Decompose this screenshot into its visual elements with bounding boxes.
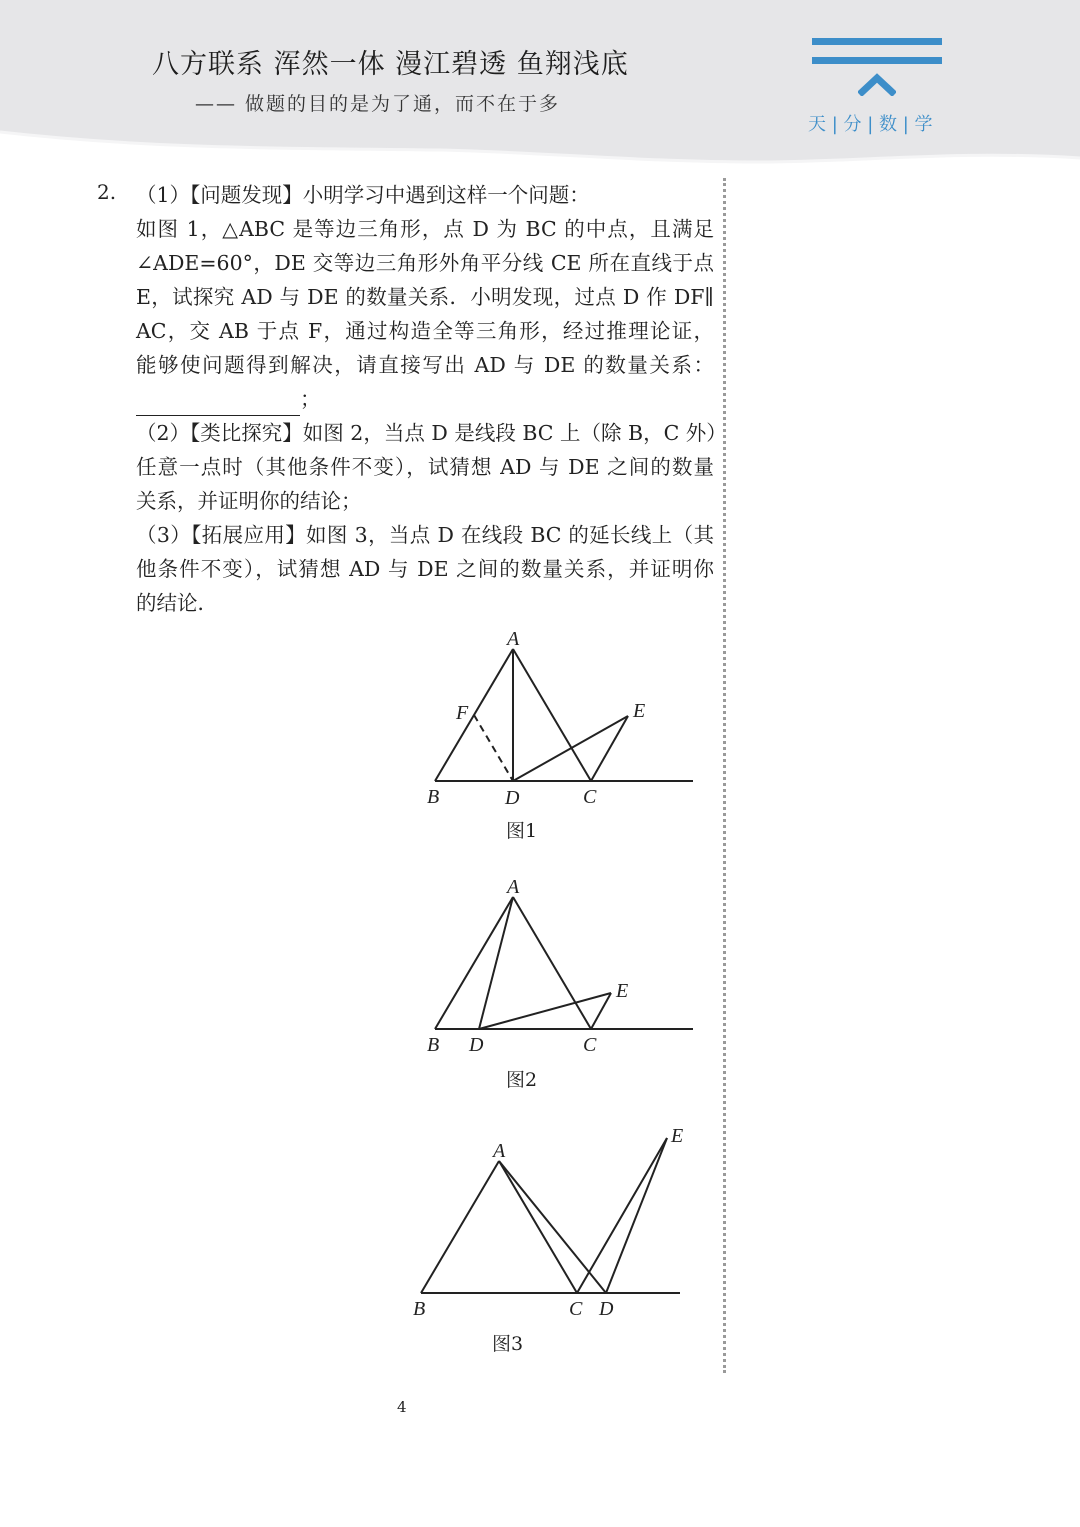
fig1-label-c: C <box>583 786 597 808</box>
fig3-line-ce <box>577 1138 667 1293</box>
figure-1-caption: 图1 <box>506 820 538 842</box>
fig2-label-a: A <box>507 876 520 898</box>
question-line: 他条件不变），试猜想 AD 与 DE 之间的数量关系，并证明你 <box>136 557 714 581</box>
question-line: ∠ADE=60°，DE 交等边三角形外角平分线 CE 所在直线于点 <box>136 251 714 275</box>
fig2-label-d: D <box>469 1034 484 1056</box>
fig3-line-ad <box>499 1161 606 1293</box>
fig3-label-b: B <box>413 1298 426 1320</box>
fig1-label-f: F <box>456 702 469 724</box>
question-line: （2）【类比探究】如图 2，当点 D 是线段 BC 上（除 B，C 外） <box>136 421 727 445</box>
figure-3-caption: 图3 <box>492 1333 524 1355</box>
fig2-label-e: E <box>616 980 629 1002</box>
fig2-label-c: C <box>583 1034 597 1056</box>
question-line: 任意一点时（其他条件不变），试猜想 AD 与 DE 之间的数量 <box>136 455 714 479</box>
answer-blank-semicolon: ； <box>300 387 321 411</box>
fig3-label-c: C <box>569 1298 583 1320</box>
question-line: 关系，并证明你的结论； <box>136 489 362 513</box>
question-line: 的结论． <box>136 591 218 615</box>
logo-text: 天 | 分 | 数 | 学 <box>808 114 933 135</box>
header-motto: —— 做题的目的是为了通，而不在于多 <box>195 93 561 115</box>
figure-2-caption: 图2 <box>506 1069 538 1091</box>
question-number: 2. <box>97 180 117 204</box>
fig1-label-b: B <box>427 786 440 808</box>
question-line: （3）【拓展应用】如图 3，当点 D 在线段 BC 的延长线上（其 <box>136 523 714 547</box>
fig1-label-e: E <box>633 700 646 722</box>
fig3-line-ac <box>499 1161 577 1293</box>
question-line: 如图 1，△ABC 是等边三角形，点 D 为 BC 的中点，且满足 <box>136 217 714 241</box>
page-number: 4 <box>397 1398 407 1416</box>
question-line: E，试探究 AD 与 DE 的数量关系．小明发现，过点 D 作 DF∥ <box>136 285 714 309</box>
fig1-label-a: A <box>507 628 520 650</box>
question-line: （1）【问题发现】小明学习中遇到这样一个问题： <box>136 183 590 207</box>
fig3-label-e: E <box>671 1125 684 1147</box>
fig1-label-d: D <box>505 787 520 809</box>
fig3-label-a: A <box>493 1140 506 1162</box>
question-line: 能够使问题得到解决，请直接写出 AD 与 DE 的数量关系： <box>136 353 714 377</box>
fig3-line-de <box>606 1138 667 1293</box>
question-line: AC，交 AB 于点 F，通过构造全等三角形，经过推理论证， <box>136 319 714 343</box>
fig3-line-ab <box>421 1161 499 1293</box>
fig2-label-b: B <box>427 1034 440 1056</box>
fig3-label-d: D <box>599 1298 614 1320</box>
header-slogan: 八方联系 浑然一体 漫江碧透 鱼翔浅底 <box>152 49 629 80</box>
